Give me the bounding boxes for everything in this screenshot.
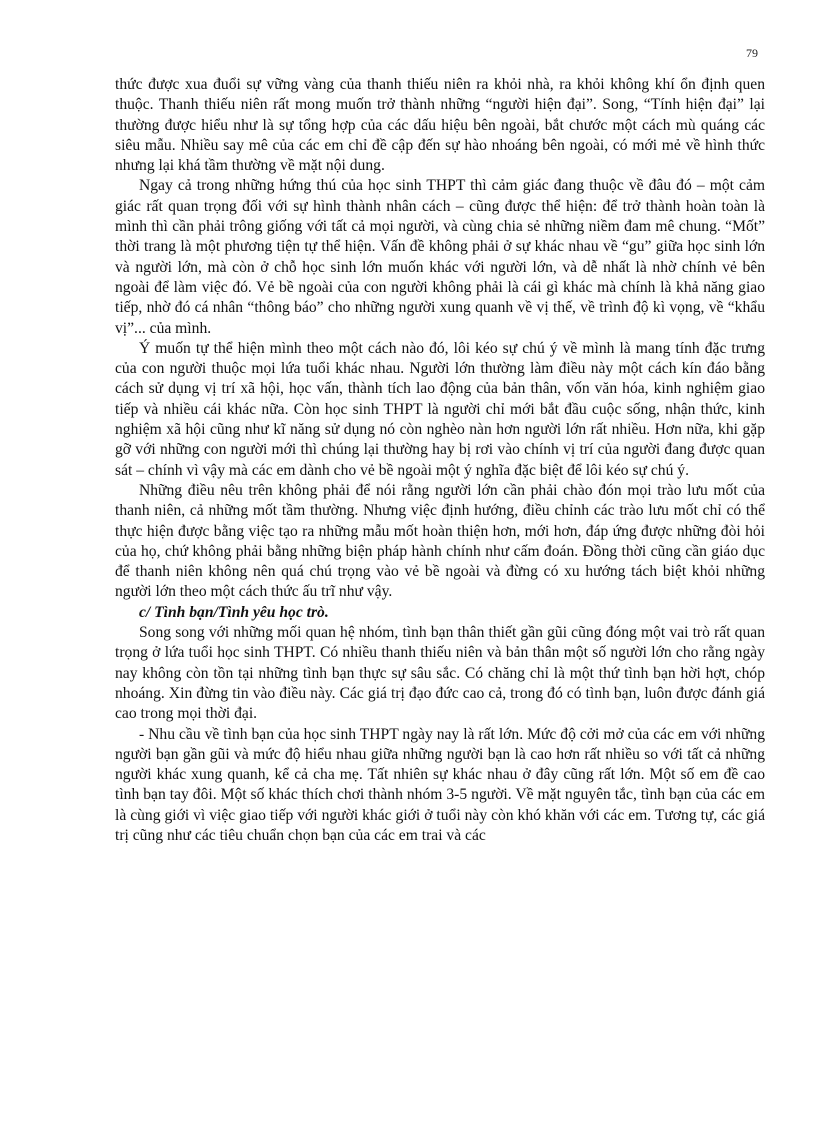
paragraph: Ngay cả trong những hứng thú của học sinh THPT thì cảm giác đang thuộc về đâu đó – một cảm giác rất quan trọng đối với sự hình thành nhân cách – cũng được thể hiện: để trở thành hoàn toàn là mình thì cần phải trông giống với tất cả mọi người, và cùng chia sẻ những niềm đam mê chung. “Mốt” thời trang là một phương tiện tự thể hiện. Vấn đề không phải ở sự khác nhau về “gu” giữa học sinh lớn và người lớn, mà còn ở chỗ học sinh lớn muốn khác với người lớn, và dễ nhất là nhờ chính vẻ bên ngoài để làm việc đó. Vẻ bề ngoài của con người không phải là cái gì khác mà chính là khả năng giao tiếp, nhờ đó cá nhân “thông báo” cho những người xung quanh về vị thế, về trình độ kì vọng, về “khẩu vị”... của mình.: [115, 177, 765, 337]
paragraph: Ý muốn tự thể hiện mình theo một cách nào đó, lôi kéo sự chú ý về mình là mang tính đặc trưng của con người thuộc mọi lứa tuổi khác nhau. Người lớn thường làm điều này một cách kín đáo bằng cách sử dụng vị trí xã hội, học vấn, thành tích lao động của bản thân, vốn văn hóa, kinh nghiệm giao tiếp và nhiều cái khác nữa. Còn học sinh THPT là người chỉ mới bắt đầu cuộc sống, nhận thức, kinh nghiệm xã hội cũng như kĩ năng sử dụng nó còn nghèo nàn hơn người lớn rất nhiều. Hơn nữa, khi gặp gỡ với những con người mới thì chúng lại thường hay bị rơi vào chính vị trí của người đang được quan sát – chính vì vậy mà các em dành cho vẻ bề ngoài một ý nghĩa đặc biệt để lôi kéo sự chú ý.: [115, 339, 765, 479]
page-number: 79: [746, 46, 758, 60]
page-body: [115, 75, 765, 846]
paragraph: Song song với những mối quan hệ nhóm, tình bạn thân thiết gần gũi cũng đóng một vai trò rất quan trọng ở lứa tuổi học sinh THPT. Có nhiều thanh thiếu niên và bản thân một số người lớn cho rằng ngày nay không còn tồn tại những tình bạn thực sự sâu sắc. Có chăng chỉ là một thứ tình bạn hời hợt, chóp nhoáng. Xin đừng tin vào điều này. Các giá trị đạo đức cao cả, trong đó có tình bạn, luôn được đánh giá cao trong mọi thời đại.: [115, 624, 765, 723]
paragraph-continued: thức được xua đuổi sự vững vàng của thanh thiếu niên ra khỏi nhà, ra khỏi không khí ổn định quen thuộc. Thanh thiếu niên rất mong muốn trở thành những “người hiện đại”. Song, “Tính hiện đại” lại thường được hiểu như là sự tổng hợp của các dấu hiệu bên ngoài, bắt chước một cách mù quáng các siêu mẫu. Nhiều say mê của các em chỉ đề cập đến sự hào nhoáng bên ngoài, có mới mẻ về hình thức nhưng lại khá tầm thường về mặt nội dung.: [115, 76, 765, 175]
paragraph: - Nhu cầu về tình bạn của học sinh THPT ngày nay là rất lớn. Mức độ cởi mở của các em với những người bạn gần gũi và mức độ hiểu nhau giữa những người bạn là cao hơn rất nhiều so với tất cả những người khác xung quanh, kể cả cha mẹ. Tất nhiên sự khác nhau ở đây cũng rất lớn. Một số em đề cao tình bạn tay đôi. Một số khác thích chơi thành nhóm 3-5 người. Về mặt nguyên tắc, tình bạn của các em là cùng giới vì việc giao tiếp với người khác giới ở tuổi này còn khó khăn với các em. Tương tự, các giá trị cũng như các tiêu chuẩn chọn bạn của các em trai và các: [115, 725, 765, 844]
paragraph: Những điều nêu trên không phải để nói rằng người lớn cần phải chào đón mọi trào lưu mốt của thanh niên, cả những mốt tầm thường. Nhưng việc định hướng, điều chỉnh các trào lưu mốt chỉ có thể thực hiện được bằng việc tạo ra những mẫu mốt hoàn thiện hơn, mới hơn, đáp ứng được những đòi hỏi của họ, chứ không phải bằng những biện pháp hành chính như cấm đoán. Đồng thời cũng cần giáo dục để thanh niên không nên quá chú trọng vào vẻ bề ngoài và đừng có xu hướng tách biệt khỏi những người lớn theo một cách thức ấu trĩ như vậy.: [115, 481, 765, 601]
section-heading: c/ Tình bạn/Tình yêu học trò.: [139, 603, 329, 621]
